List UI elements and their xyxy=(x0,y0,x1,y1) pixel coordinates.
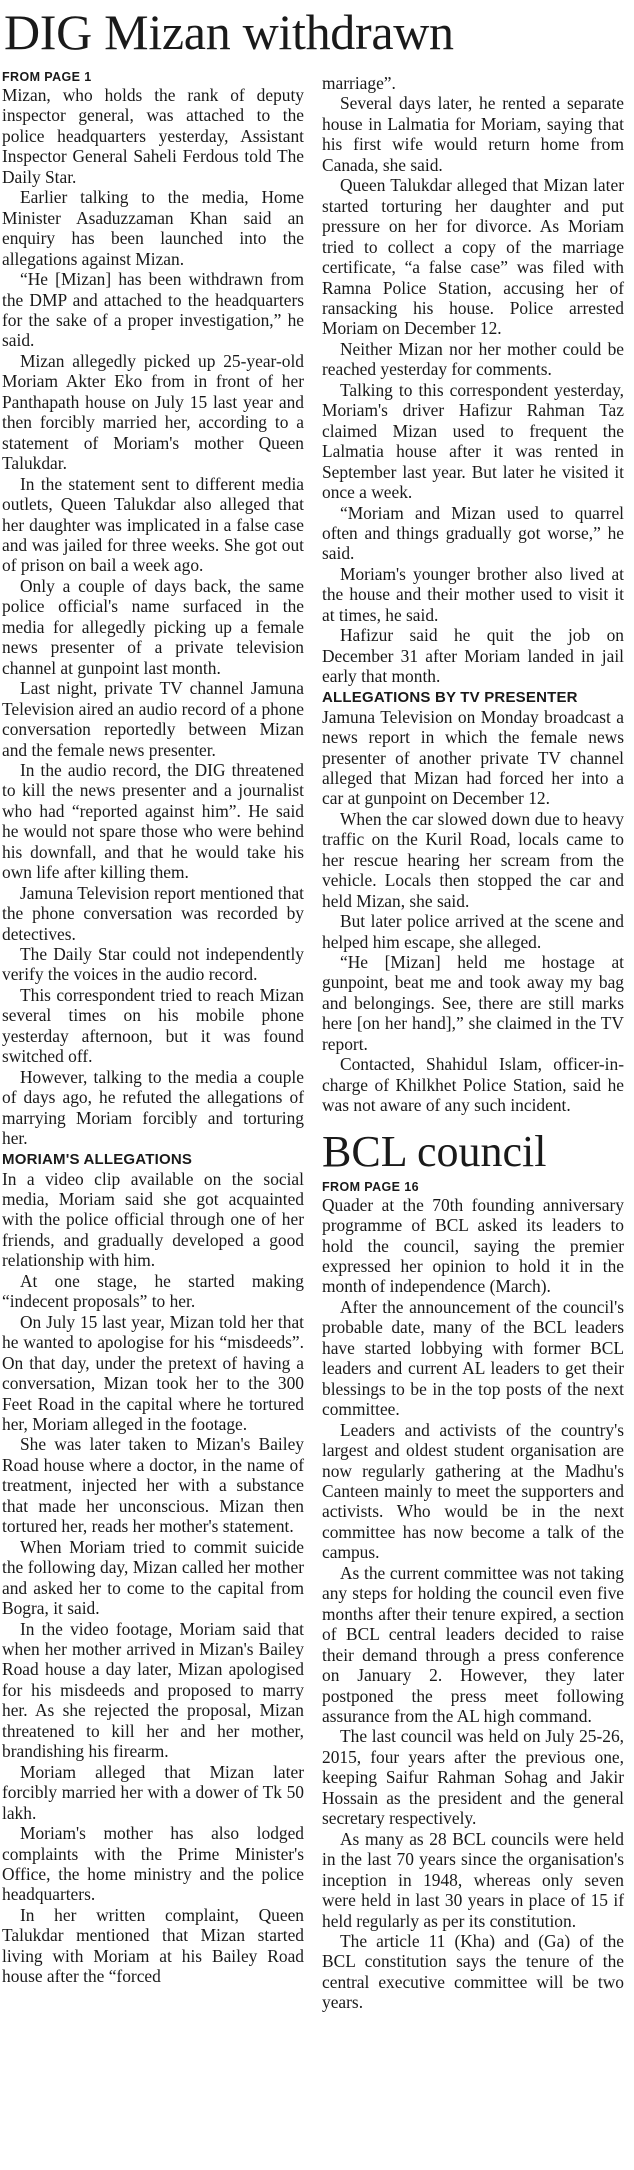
paragraph: Mizan, who holds the rank of deputy inspector general, was attached to the police headquarters yesterday, Assistant Inspector General Saheli Ferdous told The Daily Star. xyxy=(2,85,304,187)
paragraph: Talking to this correspondent yesterday, Moriam's driver Hafizur Rahman Taz claimed Mizan used to frequent the Lalmatia house after it was rented in September last year. But later he visited it once a week. xyxy=(322,379,624,503)
subhead-moriams-allegations: MORIAM'S ALLEGATIONS xyxy=(2,1150,193,1168)
paragraph: As the current committee was not taking any steps for holding the council even five months after their tenure expired, a section of BCL central leaders decided to raise their demand through a press conference on January 2. However, they later postponed the press meet following assurance from the AL high command. xyxy=(322,1562,624,1726)
paragraph: “He [Mizan] has been withdrawn from the DMP and attached to the headquarters for the sake of a proper investigation,” he said. xyxy=(2,269,304,351)
paragraph: Hafizur said he quit the job on December 31 after Moriam landed in jail early that month. xyxy=(322,625,624,687)
paragraph: Contacted, Shahidul Islam, officer-in-charge of Khilkhet Police Station, said he was not aware of any such incident. xyxy=(322,1054,624,1116)
paragraph: “He [Mizan] held me hostage at gunpoint, beat me and took away my bag and belongings. See, there are still marks here [on her hand],” she claimed in the TV report. xyxy=(322,952,624,1054)
paragraph: marriage”. xyxy=(322,73,396,93)
paragraph: When Moriam tried to commit suicide the following day, Mizan called her mother and asked her to come to the capital from Bogra, it said. xyxy=(2,1536,304,1619)
paragraph: “Moriam and Mizan used to quarrel often and things gradually got worse,” he said. xyxy=(322,502,624,564)
paragraph: Quader at the 70th founding anniversary programme of BCL asked its leaders to hold the council, saying the premier expressed her opinion to hold it in the month of independence (March). xyxy=(322,1194,624,1297)
headline-bcl-council: BCL council xyxy=(322,1126,547,1176)
paragraph: Jamuna Television report mentioned that the phone conversation was recorded by detectives. xyxy=(2,882,304,944)
paragraph: In the audio record, the DIG threatened to kill the news presenter and a journalist who had “reported against him”. He said he would not spare those who were behind his downfall, and that he would take his own life after killing them. xyxy=(2,759,304,883)
kicker-from-page-16: FROM PAGE 16 xyxy=(322,1179,419,1194)
paragraph: Last night, private TV channel Jamuna Television aired an audio record of a phone conversation reportedly between Mizan and the female news presenter. xyxy=(2,678,304,760)
headline-dig-mizan: DIG Mizan withdrawn xyxy=(4,4,454,60)
paragraph: The last council was held on July 25-26, 2015, four years after the previous one, keeping Saifur Rahman Sohag and Jakir Hossain as the president and the general secretary respectively. xyxy=(322,1726,624,1829)
paragraph: In a video clip available on the social media, Moriam said she got acquainted with the police official through one of her friends, and gradually developed a good relationship with him. xyxy=(2,1168,304,1271)
paragraph: Queen Talukdar alleged that Mizan later started torturing her daughter and put pressure on her for divorce. As Moriam tried to collect a copy of the marriage certificate, “a false case” was filed with Ramna Police Station, accusing her of ransacking his house. Police arrested Moriam on December 12. xyxy=(322,175,624,339)
paragraph: In the statement sent to different media outlets, Queen Talukdar also alleged that her daughter was implicated in a false case and was jailed for three weeks. She got out of prison on bail a week ago. xyxy=(2,473,304,576)
paragraph: Only a couple of days back, the same police official's name surfaced in the media for allegedly picking up a female news presenter of a private television channel at gunpoint last month. xyxy=(2,575,304,678)
paragraph: She was later taken to Mizan's Bailey Road house where a doctor, in the name of treatment, injected her with a substance that made her unconscious. Mizan then tortured her, reads her mother's statement. xyxy=(2,1434,304,1537)
paragraph: However, talking to the media a couple of days ago, he refuted the allegations of marrying Moriam forcibly and torturing her. xyxy=(2,1066,304,1149)
subhead-allegations-by-tv-presenter: ALLEGATIONS BY TV PRESENTER xyxy=(322,688,578,706)
paragraph: This correspondent tried to reach Mizan several times on his mobile phone yesterday afternoon, but it was found switched off. xyxy=(2,984,304,1067)
paragraph: The article 11 (Kha) and (Ga) of the BCL constitution says the tenure of the central executive committee will be two years. xyxy=(322,1930,624,2013)
paragraph: The Daily Star could not independently verify the voices in the audio record. xyxy=(2,944,304,985)
paragraph: Moriam's younger brother also lived at the house and their mother used to visit it at times, he said. xyxy=(322,563,624,625)
kicker-from-page-1: FROM PAGE 1 xyxy=(2,70,92,84)
paragraph: Moriam alleged that Mizan later forcibly married her with a dower of Tk 50 lakh. xyxy=(2,1761,304,1823)
paragraph: As many as 28 BCL councils were held in the last 70 years since the organisation's inception in 1948, whereas only seven were held in last 30 years in place of 15 if held regularly as per its constitution. xyxy=(322,1828,624,1931)
paragraph: At one stage, he started making “indecent proposals” to her. xyxy=(2,1270,304,1312)
paragraph: When the car slowed down due to heavy traffic on the Kuril Road, locals came to her rescue hearing her scream from the vehicle. Locals then stopped the car and held Mizan, she said. xyxy=(322,808,624,911)
paragraph: After the announcement of the council's probable date, many of the BCL leaders have started lobbying with former BCL leaders and current AL leaders to get their blessings to be in the top posts of the next committee. xyxy=(322,1296,624,1420)
paragraph: Jamuna Television on Monday broadcast a news report in which the female news presenter of another private TV channel alleged that Mizan had forced her into a car at gunpoint on December 12. xyxy=(322,706,624,809)
right-column xyxy=(322,73,624,2013)
left-column xyxy=(2,70,304,1987)
paragraph: Several days later, he rented a separate house in Lalmatia for Moriam, saying that his first wife would return home from Canada, she said. xyxy=(322,93,624,175)
paragraph: But later police arrived at the scene and helped him escape, she alleged. xyxy=(322,911,624,952)
paragraph: In the video footage, Moriam said that when her mother arrived in Mizan's Bailey Road house a day later, Mizan apologised for his misdeeds and proposed to marry her. As she rejected the proposal, Mizan threatened to kill her and her mother, brandishing his firearm. xyxy=(2,1618,304,1762)
paragraph: Mizan allegedly picked up 25-year-old Moriam Akter Eko from in front of her Panthapath house on July 15 last year and then forcibly married her, according to a statement of Moriam's mother Queen Talukdar. xyxy=(2,350,304,474)
paragraph: On July 15 last year, Mizan told her that he wanted to apologise for his “misdeeds”. On that day, under the pretext of having a conversation, Mizan took her to the 300 Feet Road in the capital where he tortured her, Moriam alleged in the footage. xyxy=(2,1311,304,1434)
paragraph: Neither Mizan nor her mother could be reached yesterday for comments. xyxy=(322,338,624,380)
paragraph: Moriam's mother has also lodged complaints with the Prime Minister's Office, the home ministry and the police headquarters. xyxy=(2,1823,304,1905)
paragraph: Leaders and activists of the country's largest and oldest student organisation are now regularly gathering at the Madhu's Canteen mainly to meet the supporters and activists. Who would be in the next committee has now become a talk of the campus. xyxy=(322,1419,624,1563)
paragraph: Earlier talking to the media, Home Minister Asaduzzaman Khan said an enquiry has been launched into the allegations against Mizan. xyxy=(2,187,304,269)
paragraph: In her written complaint, Queen Talukdar mentioned that Mizan started living with Moriam at his Bailey Road house after the “forced xyxy=(2,1904,304,1987)
